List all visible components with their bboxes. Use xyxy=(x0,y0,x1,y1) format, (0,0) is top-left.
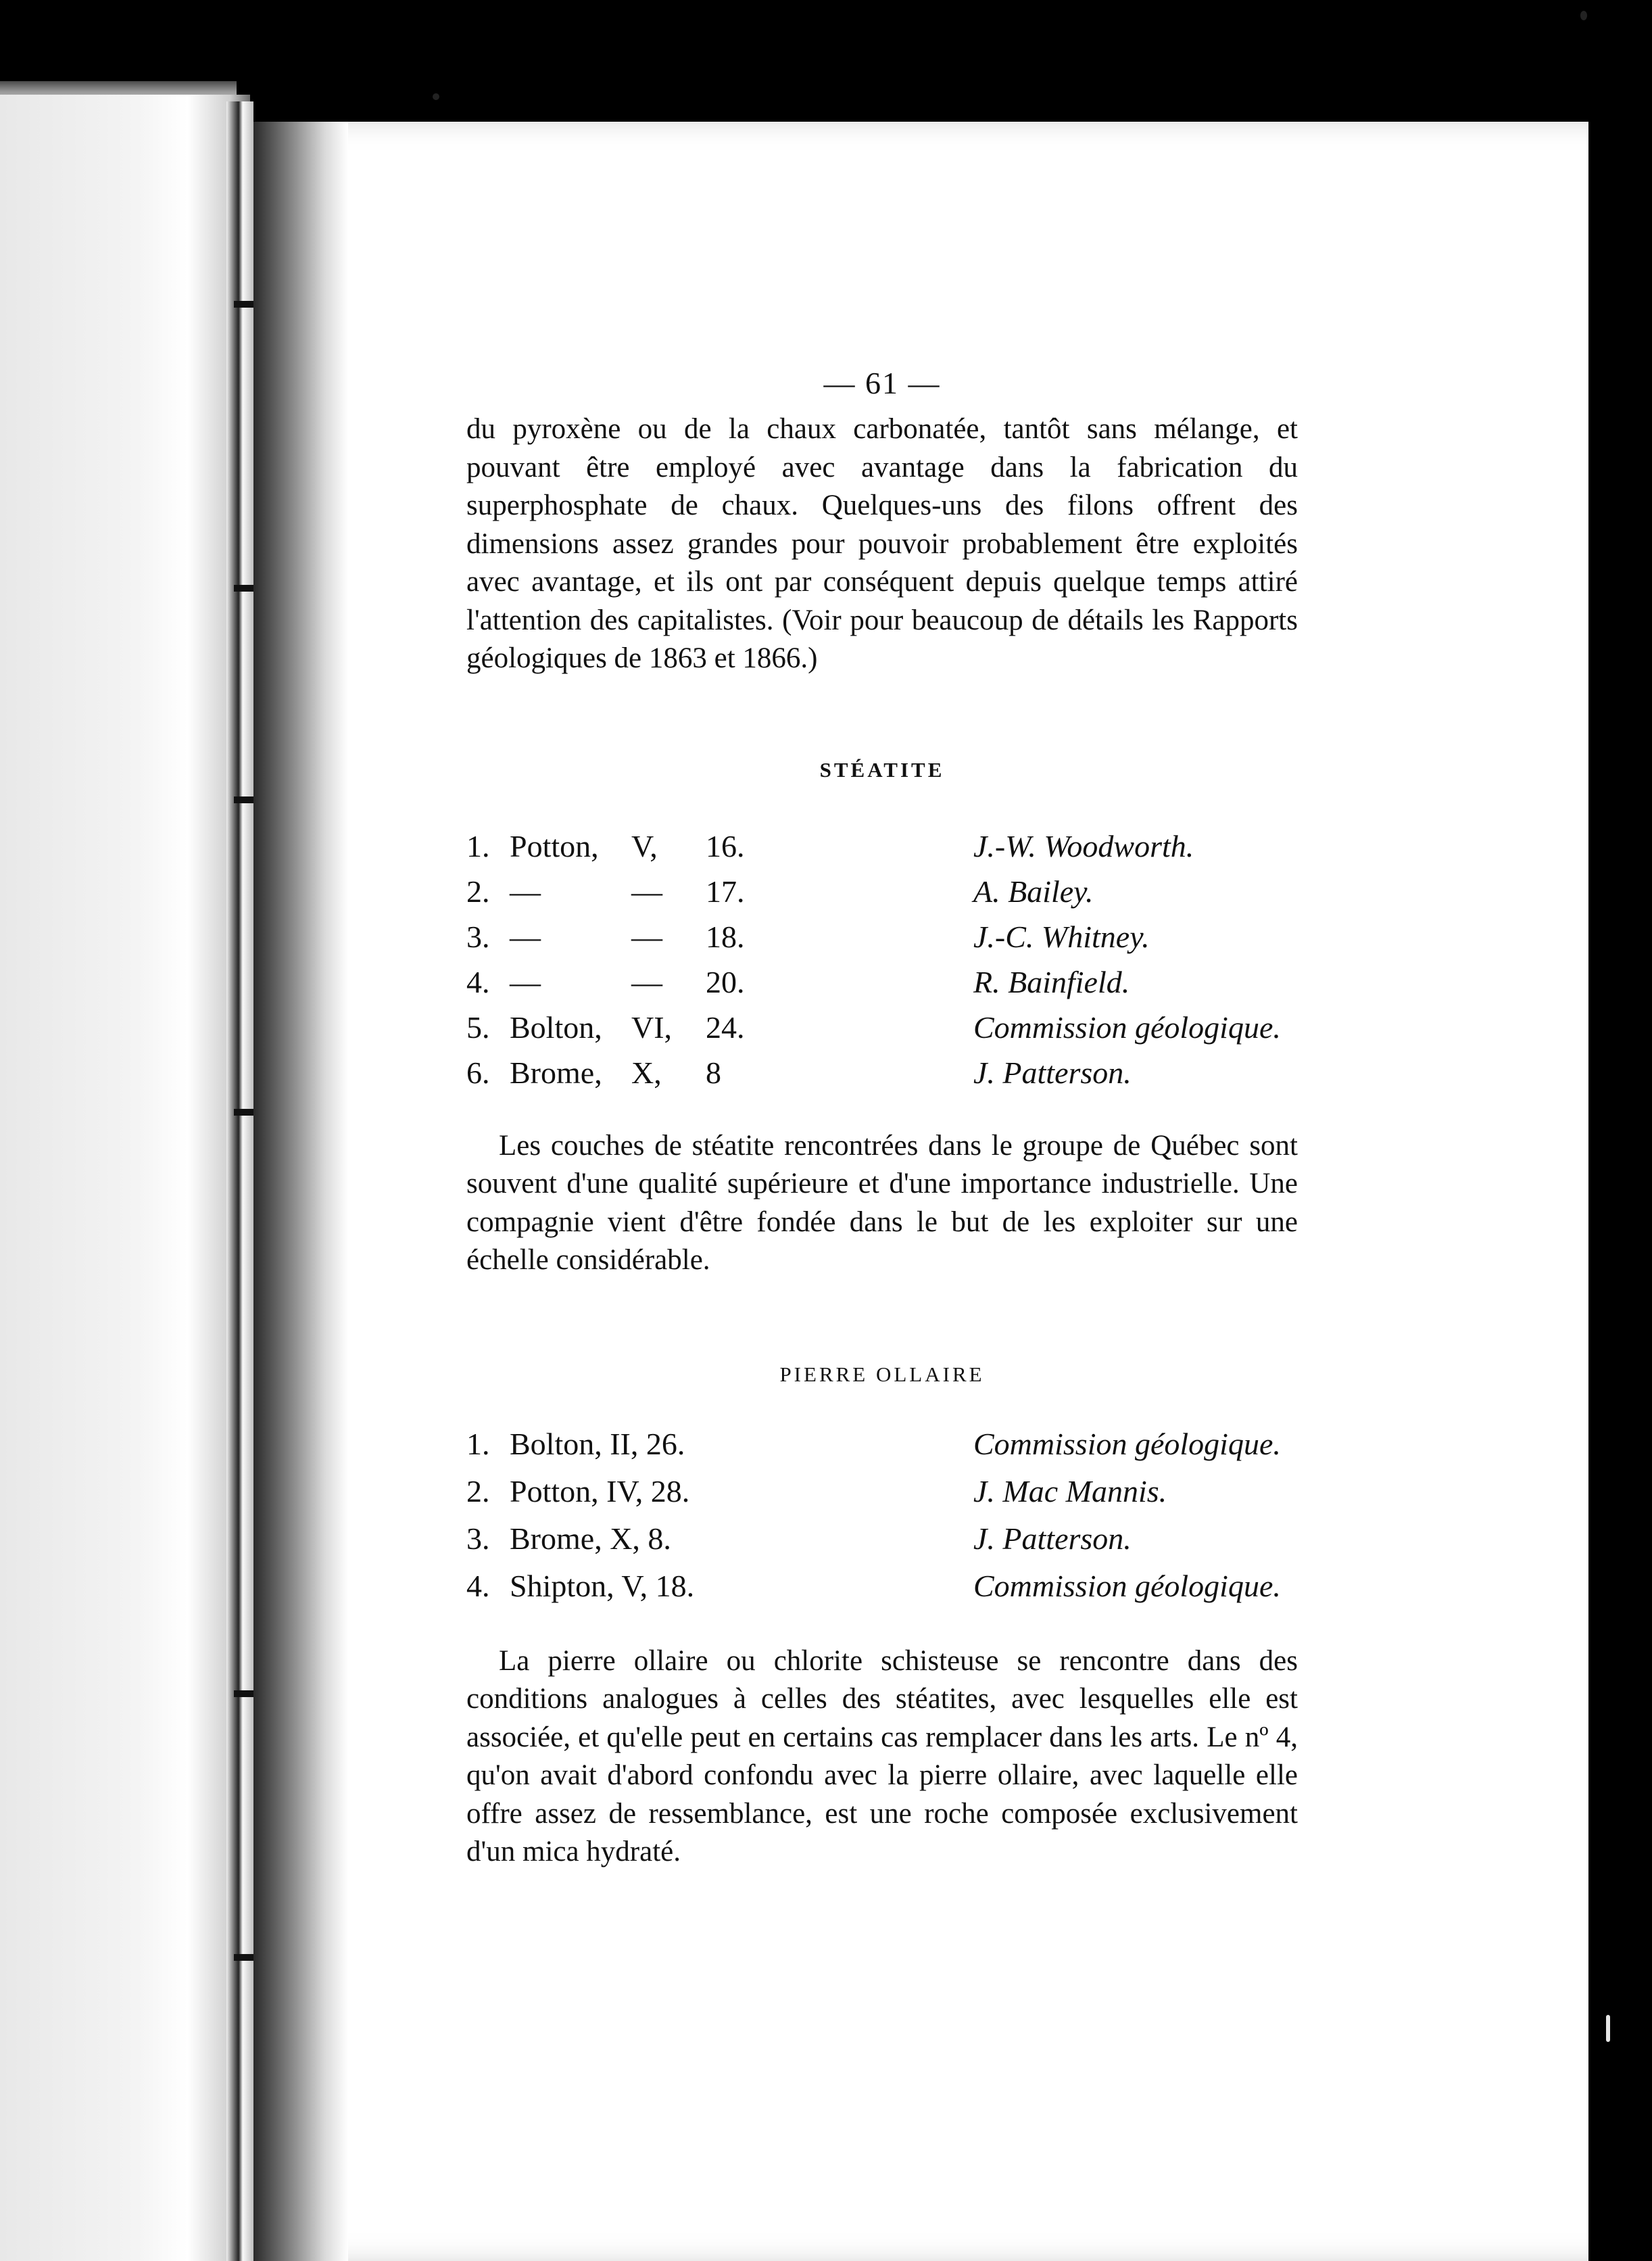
entry-owner: J. Mac Mannis. xyxy=(973,1473,1167,1508)
entry-range: — xyxy=(631,919,662,954)
page-text xyxy=(466,365,1298,1872)
scan-speck xyxy=(1580,11,1587,20)
entry-place: Shipton, V, 18. xyxy=(510,1568,695,1603)
list-item xyxy=(466,1009,1298,1055)
list-item xyxy=(466,1055,1298,1100)
list-item xyxy=(466,1568,1298,1615)
steatite-list xyxy=(466,828,1298,1100)
entry-range: V, xyxy=(631,828,658,863)
entry-number: 1. xyxy=(466,828,490,863)
steatite-paragraph: Les couches de stéatite rencontrées dans le groupe de Québec sont souvent d'une qualité supérieure et d'une importance industrielle. Une compagnie vient d'être fondée dans le but de les exploiter sur une échelle considérable. xyxy=(466,1129,1298,1276)
entry-owner: J.-C. Whitney. xyxy=(973,919,1150,954)
pierre-ollaire-paragraph: La pierre ollaire ou chlorite schisteuse se rencontre dans des conditions analogues à celles des stéatites, avec lesquelles elle est associée, et qu'elle peut en certains cas remplacer dans les arts. Le nº 4, qu'on avait d'abord confondu avec la pierre ollaire, avec laquelle elle offre assez de ressemblance, est une roche composée exclusivement d'un mica hydraté. xyxy=(466,1644,1298,1867)
entry-location: — xyxy=(510,919,541,954)
entry-number: 3. xyxy=(466,919,490,954)
entry-lot: 8 xyxy=(706,1055,721,1090)
section-heading-steatite: STÉATITE xyxy=(819,757,945,782)
scan-speck xyxy=(433,93,439,100)
left-facing-page xyxy=(0,95,250,2261)
entry-owner: Commission géologique. xyxy=(973,1009,1281,1045)
entry-place: Bolton, II, 26. xyxy=(510,1426,685,1461)
entry-owner: Commission géologique. xyxy=(973,1568,1281,1603)
gutter-shadow xyxy=(253,122,348,2261)
entry-owner: J. Patterson. xyxy=(973,1521,1132,1556)
entry-place: Potton, IV, 28. xyxy=(510,1473,690,1508)
entry-location: Bolton, xyxy=(510,1009,602,1045)
book-spine xyxy=(226,101,253,2261)
entry-owner: R. Bainfield. xyxy=(973,964,1130,999)
entry-location: — xyxy=(510,964,541,999)
entry-range: VI, xyxy=(631,1009,673,1045)
entry-number: 3. xyxy=(466,1521,490,1556)
entry-number: 2. xyxy=(466,1473,490,1508)
list-item xyxy=(466,1426,1298,1473)
entry-place: Brome, X, 8. xyxy=(510,1521,671,1556)
scan-speck xyxy=(1606,2015,1610,2042)
entry-location: Potton, xyxy=(510,828,599,863)
entry-lot: 16. xyxy=(706,828,745,863)
entry-number: 6. xyxy=(466,1055,490,1090)
list-item xyxy=(466,1521,1298,1568)
entry-lot: 20. xyxy=(706,964,745,999)
list-item xyxy=(466,1473,1298,1521)
list-item xyxy=(466,919,1298,964)
entry-range: X, xyxy=(631,1055,662,1090)
page-number: — 61 — xyxy=(823,366,941,400)
entry-owner: J.-W. Woodworth. xyxy=(973,828,1194,863)
section-heading-pierre-ollaire: PIERRE OLLAIRE xyxy=(779,1362,985,1386)
entry-location: Brome, xyxy=(510,1055,602,1090)
entry-owner: J. Patterson. xyxy=(973,1055,1132,1090)
entry-number: 4. xyxy=(466,964,490,999)
entry-lot: 17. xyxy=(706,874,745,909)
pierre-ollaire-list xyxy=(466,1426,1298,1615)
entry-owner: A. Bailey. xyxy=(973,874,1094,909)
entry-location: — xyxy=(510,874,541,909)
entry-number: 2. xyxy=(466,874,490,909)
entry-number: 4. xyxy=(466,1568,490,1603)
entry-range: — xyxy=(631,964,662,999)
entry-owner: Commission géologique. xyxy=(973,1426,1281,1461)
entry-number: 1. xyxy=(466,1426,490,1461)
entry-lot: 24. xyxy=(706,1009,745,1045)
list-item xyxy=(466,874,1298,919)
list-item xyxy=(466,828,1298,874)
entry-lot: 18. xyxy=(706,919,745,954)
intro-paragraph: du pyroxène ou de la chaux carbonatée, tantôt sans mélange, et pouvant être employé avec avantage dans la fabrication du superphosphate de chaux. Quelques-uns des filons offrent des dimensions assez grandes pour pouvoir probablement être exploités avec avantage, et ils ont par conséquent depuis quelque temps attiré l'attention des capitalistes. (Voir pour beaucoup de détails les Rapports géologiques de 1863 et 1866.) xyxy=(466,413,1298,674)
entry-range: — xyxy=(631,874,662,909)
entry-number: 5. xyxy=(466,1009,490,1045)
list-item xyxy=(466,964,1298,1009)
